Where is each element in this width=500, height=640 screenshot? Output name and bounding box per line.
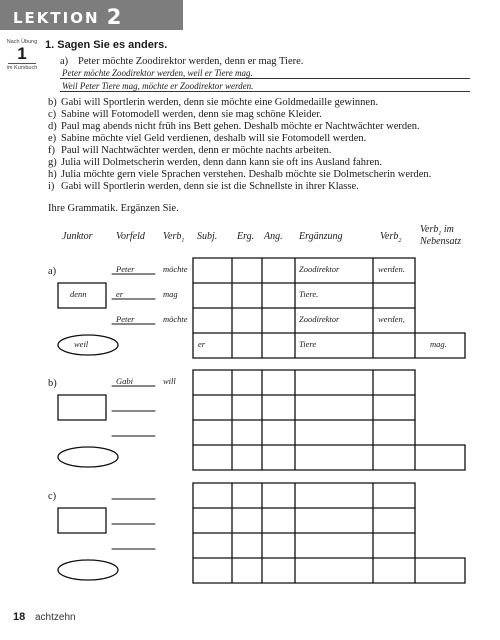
item-g-text: Julia will Dolmetscherin werden, denn dann kann sie oft ins Ausland fahren. [61, 157, 383, 168]
b-r1-vorfeld: Gabi [116, 376, 133, 386]
col-header-verb2-sub: 2 [398, 238, 402, 244]
lesson-number: 2 [106, 5, 122, 29]
item-b-text: Gabi will Sportlerin werden, denn sie möchte eine Goldmedaille gewinnen. [61, 97, 378, 108]
item-h-text: Julia möchte gern viele Sprachen verstehen. Deshalb möchte sie Dolmetscherin werden. [61, 169, 432, 180]
a-r2-vorfeld: er [116, 289, 124, 299]
a-r1-verb1: möchte [163, 264, 188, 274]
item-d-text: Paul mag abends nicht früh ins Bett gehen. Deshalb möchte er Nachtwächter werden. [61, 121, 420, 132]
col-header-junktor: Junktor [62, 231, 93, 242]
item-f-text: Paul will Nachtwächter werden, denn er möchte nachts arbeiten. [61, 145, 332, 156]
item-i-text: Gabi will Sportlerin werden, denn sie ist die Schnellste in ihrer Klasse. [61, 181, 359, 192]
page-number: 18 [13, 611, 26, 623]
a-r2-ergaenzung: Tiere. [299, 289, 319, 299]
lesson-word: LEKTION [13, 9, 100, 27]
page-number-word: achtzehn [35, 612, 76, 623]
item-d-label: d) [48, 121, 57, 132]
col-header-verb1-text: Verb [163, 231, 182, 242]
a-r1-verb2: werden. [378, 264, 405, 274]
col-header-verb2-text: Verb [380, 231, 399, 242]
table-section-c [58, 483, 465, 583]
a-r1-vorfeld: Peter [116, 264, 135, 274]
a-r4-subj: er [198, 339, 206, 349]
a-r2-verb1: mag [163, 289, 178, 299]
item-f-label: f) [48, 145, 55, 156]
b-r1-verb1: will [163, 376, 176, 386]
a-r3-verb1: möchte [163, 314, 188, 324]
exercise-title: 1. Sagen Sie es anders. [45, 39, 168, 51]
col-header-nebensatz-word: Nebensatz [420, 236, 462, 247]
a-r4-ergaenzung: Tiere [299, 339, 317, 349]
item-i-label: i) [48, 181, 55, 192]
side-note-bottom: im Kursbuch [6, 65, 38, 71]
a-r4-junktor: weil [74, 339, 89, 349]
item-h-label: h) [48, 169, 57, 180]
a-r3-verb2: werden, [378, 314, 405, 324]
col-header-nebensatz-im: im [441, 224, 454, 235]
a-r2-junktor: denn [70, 289, 87, 299]
side-note-top: Nach Übung [6, 39, 38, 45]
item-c-text: Sabine will Fotomodell werden, denn sie mag schöne Kleider. [61, 109, 322, 120]
section-label-c: c) [48, 491, 57, 502]
section-label-b: b) [48, 378, 57, 389]
col-header-vorfeld: Vorfeld [116, 231, 145, 242]
col-header-subj: Subj. [197, 231, 218, 242]
item-e-text: Sabine möchte viel Geld verdienen, deshalb will sie Fotomodell werden. [61, 133, 367, 144]
handwritten-answer-2: Weil Peter Tiere mag, möchte er Zoodirektor werden. [62, 81, 254, 91]
col-header-ang: Ang. [264, 231, 283, 242]
a-r3-vorfeld: Peter [116, 314, 135, 324]
item-b-label: b) [48, 97, 57, 108]
grammar-title: Ihre Grammatik. Ergänzen Sie. [48, 203, 179, 214]
item-a-text: Peter möchte Zoodirektor werden, denn er mag Tiere. [78, 56, 304, 67]
item-a-label: a) [60, 56, 69, 67]
col-header-erg: Erg. [237, 231, 255, 242]
col-header-nebensatz-sub: 1 [438, 231, 442, 237]
a-r4-verb-nebensatz: mag. [430, 339, 447, 349]
col-header-nebensatz-verb: Verb [420, 224, 439, 235]
a-r3-ergaenzung: Zoodirektor [299, 314, 340, 324]
item-c-label: c) [48, 109, 57, 120]
item-e-label: e) [48, 133, 57, 144]
col-header-verb1-sub: 1 [181, 238, 185, 244]
col-header-ergaenzung: Ergänzung [299, 231, 343, 242]
item-g-label: g) [48, 157, 57, 168]
handwritten-answer-1: Peter möchte Zoodirektor werden, weil er Tiere mag. [62, 68, 253, 78]
side-note-number: 1 [17, 44, 27, 63]
section-label-a: a) [48, 266, 57, 277]
a-r1-ergaenzung: Zoodirektor [299, 264, 340, 274]
